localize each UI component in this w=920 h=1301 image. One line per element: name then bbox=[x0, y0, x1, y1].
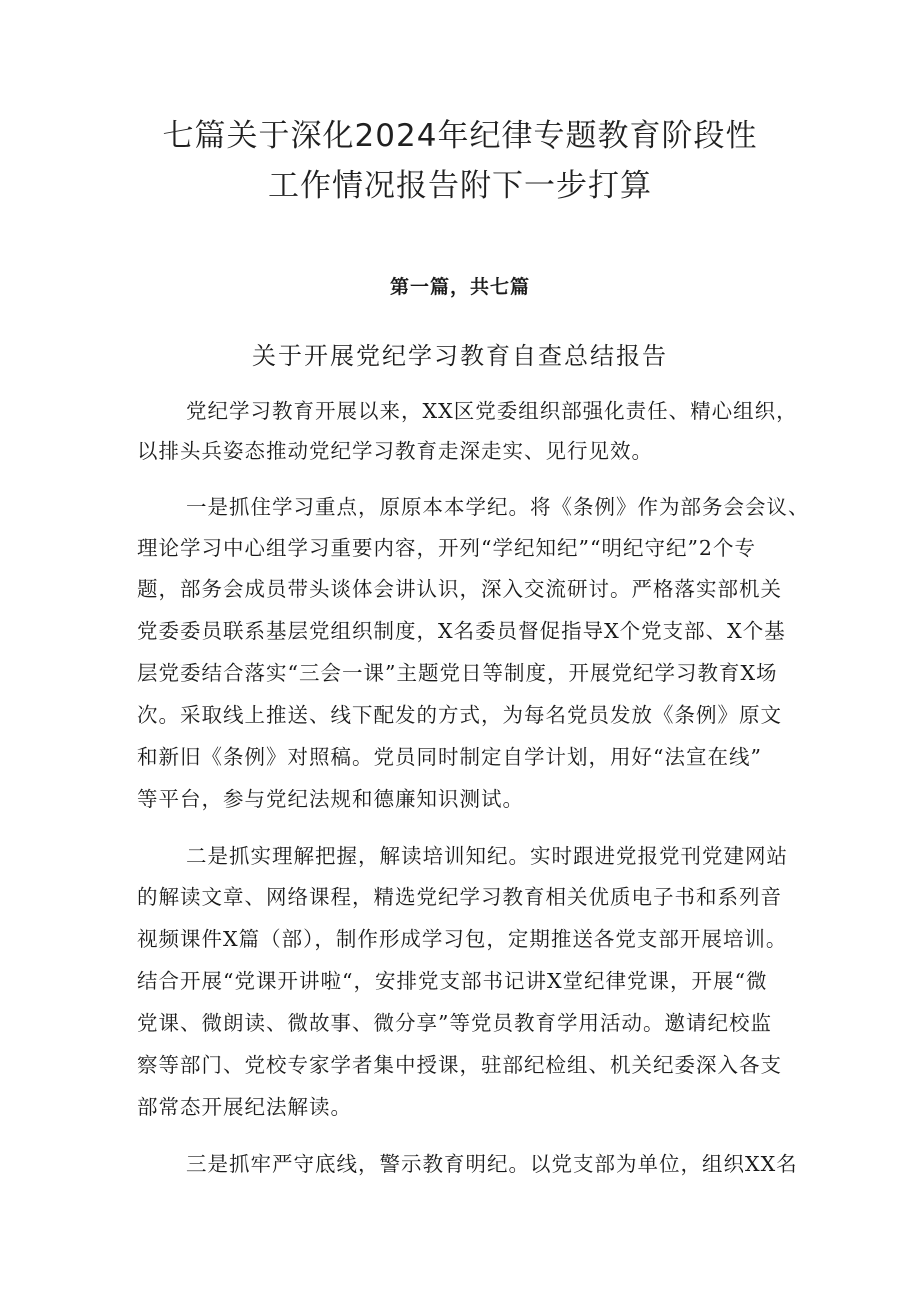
paragraph-3-line-4: 结合开展“党课开讲啦“，安排党支部书记讲X堂纪律党课，开展“微 bbox=[137, 969, 768, 993]
paragraph-1-line-2: 以排头兵姿态推动党纪学习教育走深走实、见行见效。 bbox=[137, 439, 653, 463]
paragraph-2-line-3: 题，部务会成员带头谈体会讲认识，深入交流研讨。严格落实部机关 bbox=[137, 577, 782, 601]
section-title: 关于开展党纪学习教育自查总结报告 bbox=[252, 342, 668, 370]
paragraph-2-line-7: 和新旧《条例》对照稿。党员同时制定自学计划，用好“法宣在线” bbox=[137, 745, 762, 769]
document-title-line-1: 七篇关于深化2024年纪律专题教育阶段性 bbox=[162, 118, 758, 154]
paragraph-2-line-1: 一是抓住学习重点，原原本本学纪。将《条例》作为部务会会议、 bbox=[186, 495, 810, 519]
paragraph-3-line-2: 的解读文章、网络课程，精选党纪学习教育相关优质电子书和系列音 bbox=[137, 885, 782, 909]
paragraph-1-line-1: 党纪学习教育开展以来，XX区党委组织部强化责任、精心组织， bbox=[186, 399, 798, 423]
paragraph-3-line-1: 二是抓实理解把握，解读培训知纪。实时跟进党报党刊党建网站 bbox=[186, 844, 788, 868]
part-label: 第一篇，共七篇 bbox=[389, 276, 530, 298]
paragraph-4-line-1: 三是抓牢严守底线，警示教育明纪。以党支部为单位，组织XX名 bbox=[186, 1152, 798, 1176]
document-title-line-2: 工作情况报告附下一步打算 bbox=[268, 168, 652, 204]
paragraph-2-line-8: 等平台，参与党纪法规和德廉知识测试。 bbox=[137, 787, 524, 811]
paragraph-2-line-4: 党委委员联系基层党组织制度，X名委员督促指导X个党支部、X个基 bbox=[137, 619, 786, 643]
paragraph-3-line-5: 党课、微朗读、微故事、微分享”等党员教育学用活动。邀请纪校监 bbox=[137, 1011, 772, 1035]
paragraph-2-line-2: 理论学习中心组学习重要内容，开列“学纪知纪”“明纪守纪”2个专 bbox=[137, 536, 756, 560]
paragraph-3-line-3: 视频课件X篇（部），制作形成学习包，定期推送各党支部开展培训。 bbox=[137, 927, 788, 951]
paragraph-2-line-6: 次。采取线上推送、线下配发的方式，为每名党员发放《条例》原文 bbox=[137, 703, 782, 727]
paragraph-3-line-7: 部常态开展纪法解读。 bbox=[137, 1095, 352, 1119]
paragraph-2-line-5: 层党委结合落实“三会一课”主题党日等制度，开展党纪学习教育X场 bbox=[137, 661, 778, 685]
paragraph-3-line-6: 察等部门、党校专家学者集中授课，驻部纪检组、机关纪委深入各支 bbox=[137, 1053, 782, 1077]
